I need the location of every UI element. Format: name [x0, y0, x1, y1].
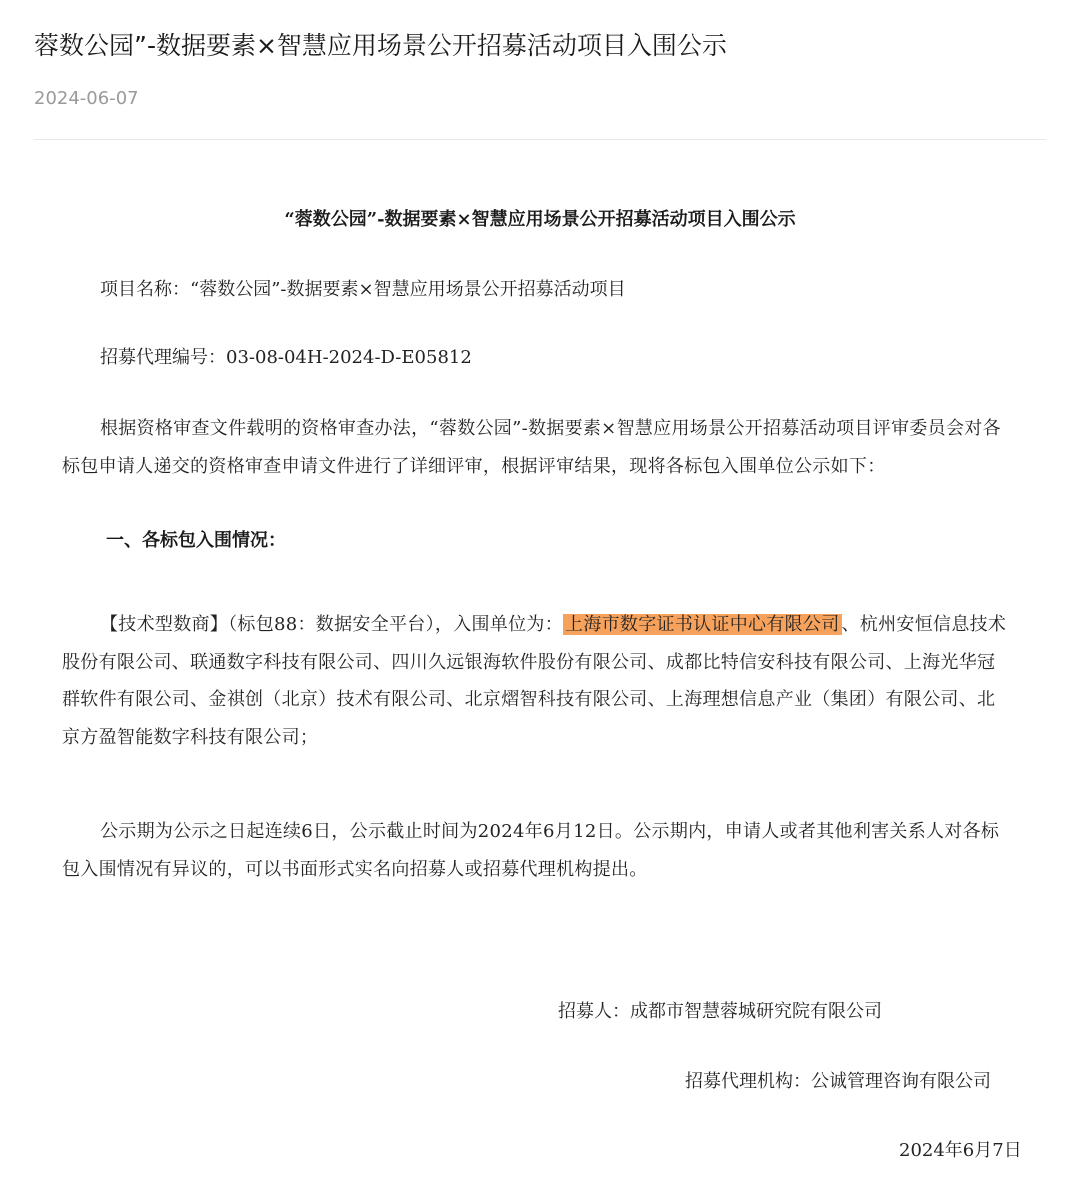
section-title: 一、各标包入围情况：	[106, 530, 286, 551]
page-title: 蓉数公园”-数据要素×智慧应用场景公开招募活动项目入围公示	[34, 31, 727, 60]
project-name: 项目名称：“蓉数公园”-数据要素×智慧应用场景公开招募活动项目	[100, 279, 626, 300]
recruiter: 招募人：成都市智慧蓉城研究院有限公司	[558, 1001, 882, 1022]
intro-paragraph: 根据资格审查文件载明的资格审查办法，“蓉数公园”-数据要素×智慧应用场景公开招募活动项目评审委员会对各标包申请人递交的资格审查申请文件进行了详细评审，根据评审结果，现将各标包入围单位公示如下：	[62, 418, 1001, 477]
notice-paragraph: 公示期为公示之日起连续6日，公示截止时间为2024年6月12日。公示期内，申请人或者其他利害关系人对各标包入围情况有异议的，可以书面形式实名向招募人或招募代理机构提出。	[62, 821, 1000, 880]
agency-number: 招募代理编号：03-08-04H-2024-D-E05812	[100, 347, 472, 368]
publish-date: 2024-06-07	[34, 88, 139, 109]
package-rest: 、杭州安恒信息技术股份有限公司、联通数字科技有限公司、四川久远银海软件股份有限公司、成都比特信安科技有限公司、上海光华冠群软件有限公司、金祺创（北京）技术有限公司、北京熠智科技有限公司、上海理想信息产业（集团）有限公司、北京方盈智能数字科技有限公司；	[62, 614, 1007, 748]
document-heading: “蓉数公园”-数据要素×智慧应用场景公开招募活动项目入围公示	[284, 209, 796, 230]
sign-date: 2024年6月7日	[899, 1140, 1022, 1161]
agency: 招募代理机构：公诚管理咨询有限公司	[685, 1071, 991, 1092]
package-prefix: 【技术型数商】（标包88：数据安全平台），入围单位为：	[100, 614, 564, 635]
package-paragraph	[62, 606, 1012, 756]
highlighted-company: 上海市数字证书认证中心有限公司	[565, 614, 840, 635]
divider	[34, 139, 1046, 140]
